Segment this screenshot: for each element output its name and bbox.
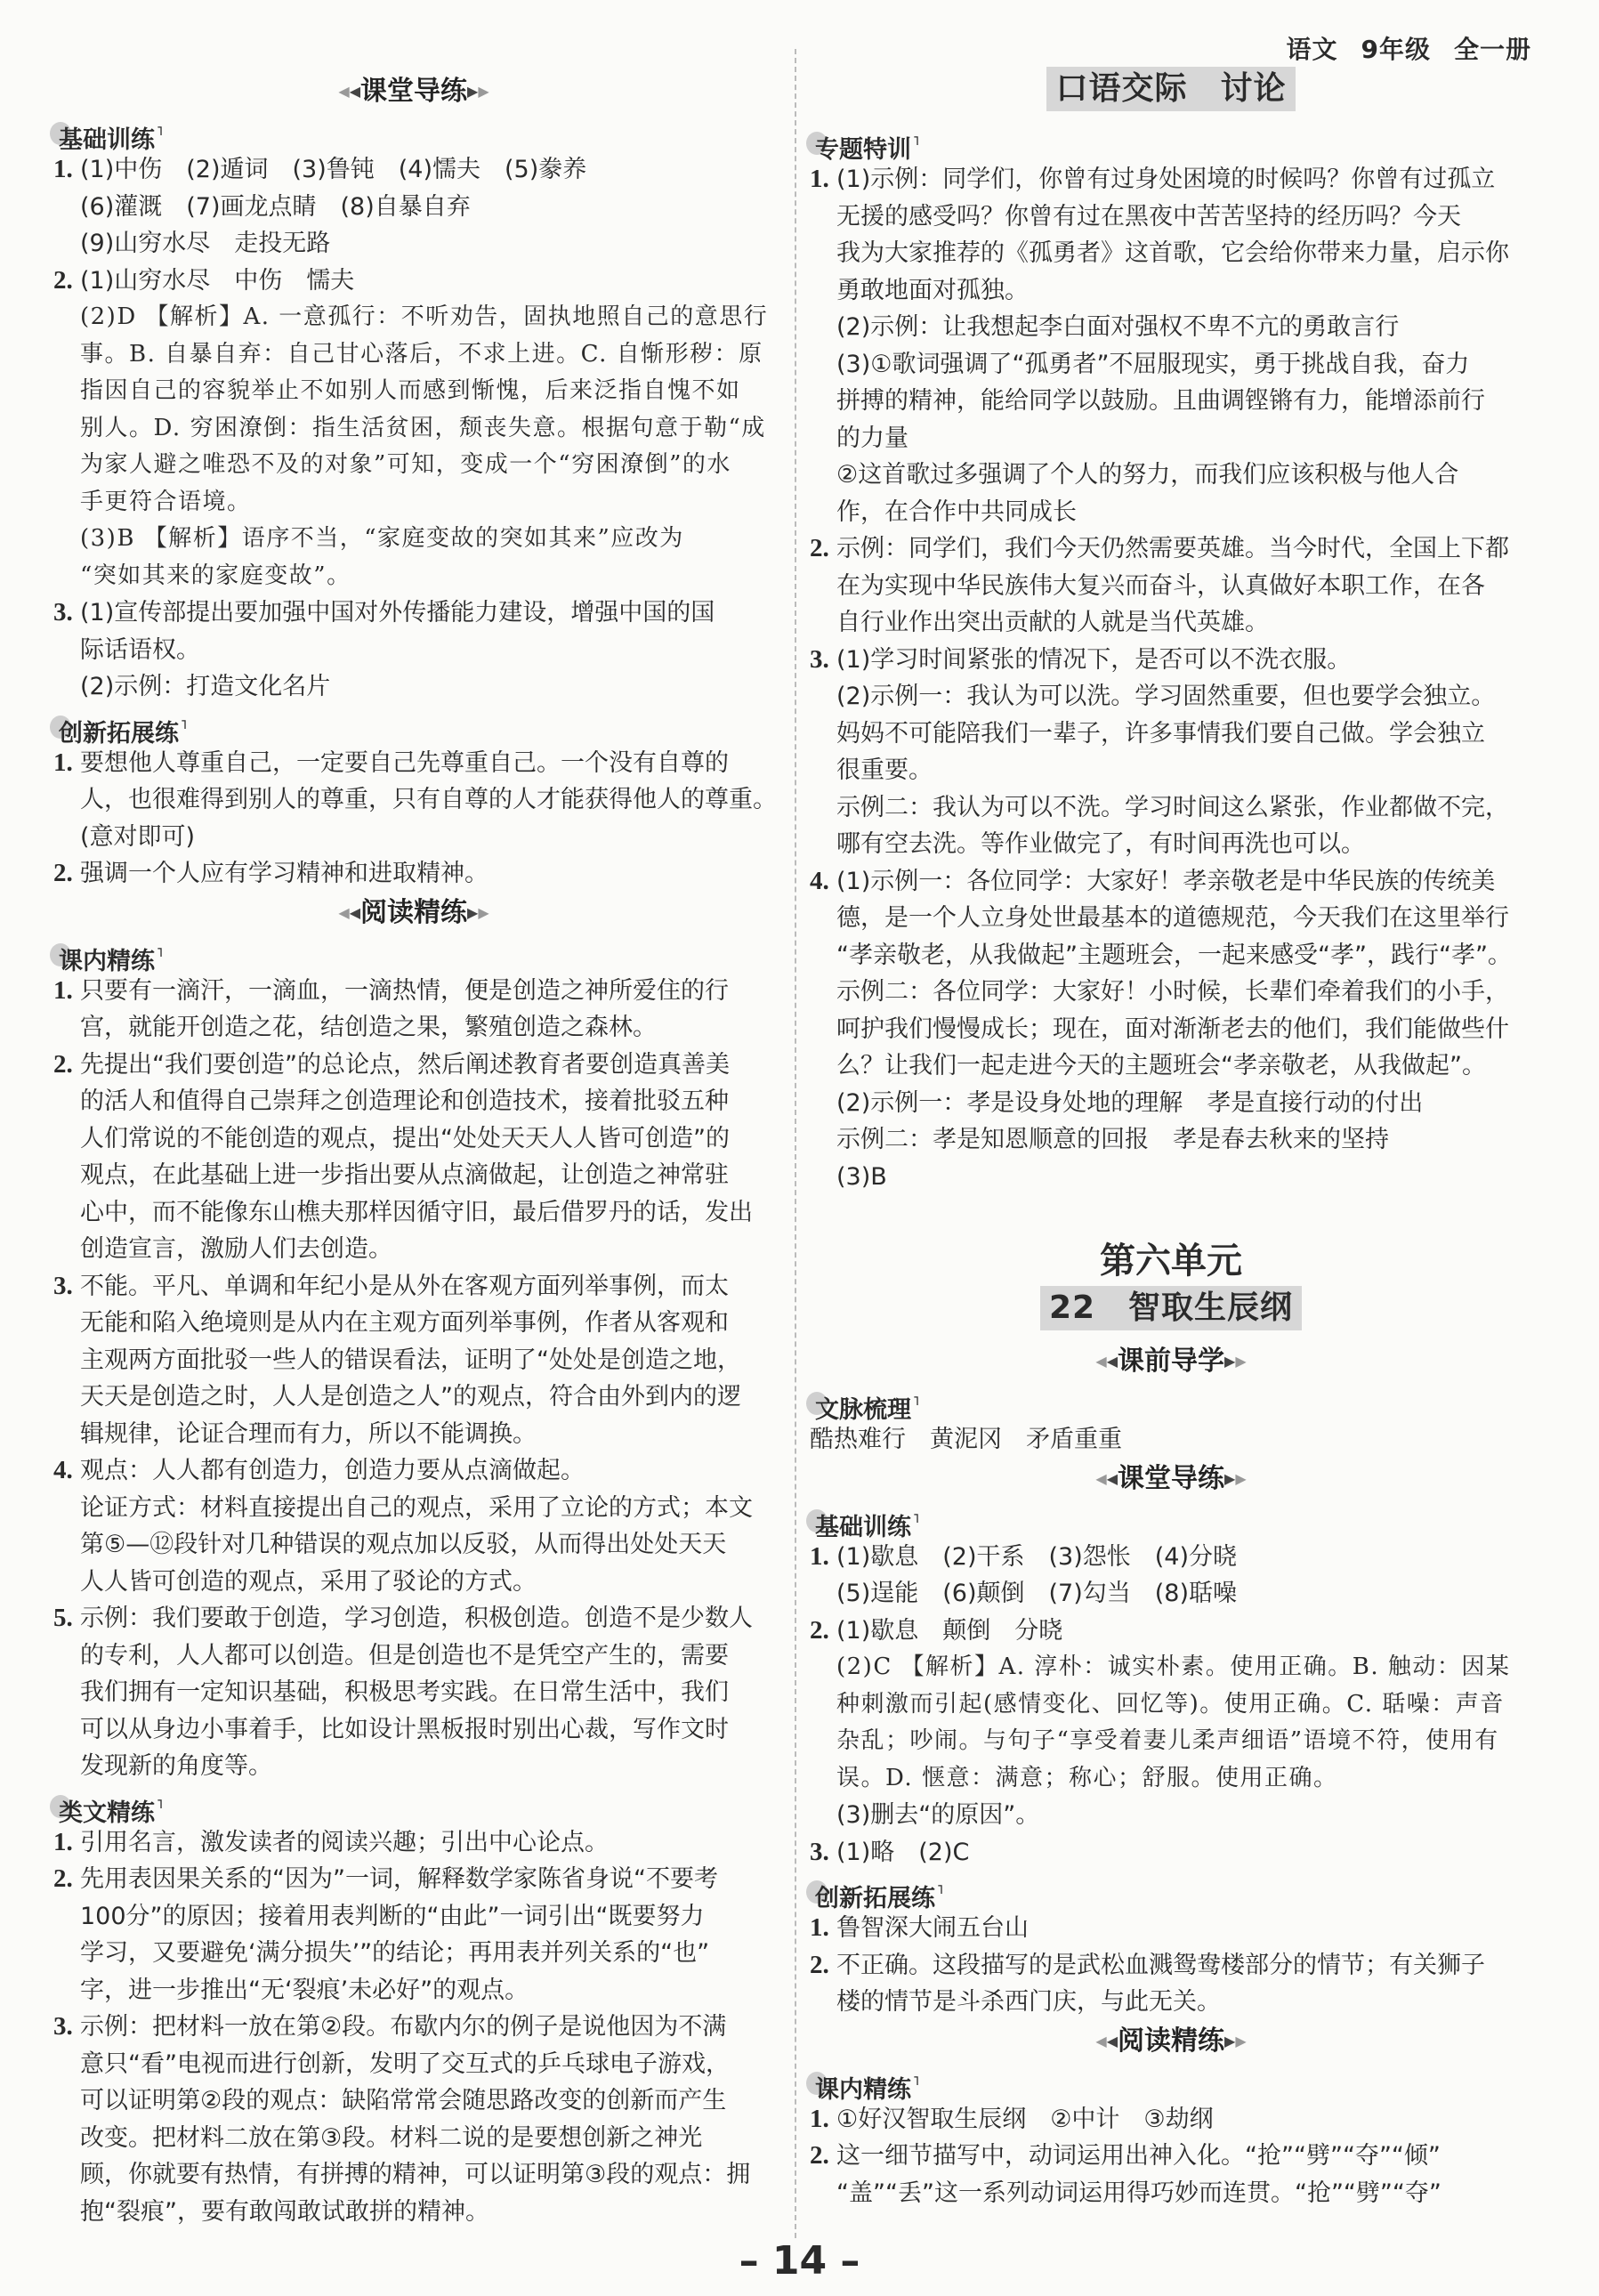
answer-line: (1)宣传部提出要加强中国对外传播能力建设，增强中国的国 [80,599,715,627]
answer-body [836,530,1532,642]
answer-line: (1)学习时间紧张的情况下，是否可以不洗衣服。 [836,645,1352,674]
answer-line: 发现新的角度等。 [80,1752,272,1780]
corner-mark-icon: ˥ [913,134,919,149]
double-left-arrow-icon: ◀ [338,903,350,921]
answer-line: (1)中伤 (2)遁词 (3)鲁钝 (4)懦夫 (5)豢养 [80,156,587,183]
answer-line: ②这首歌过多强调了个人的努力，而我们应该积极与他人合 [836,461,1459,489]
corner-mark-icon: ˥ [157,1797,163,1812]
answer-line: 强调一个人应有学习精神和进取精神。 [80,860,489,887]
answer-body [836,2101,1532,2138]
answer-line: 自行业作出突出贡献的人就是当代英雄。 [836,609,1269,636]
answer-body [836,2138,1532,2211]
answer-body [80,2009,774,2230]
banner-title: 阅读精练 [1118,2025,1224,2057]
section-banner [810,1341,1532,1382]
subsection-heading [53,706,774,748]
answer-body [836,1834,1532,1872]
answer-line: 很重要。 [836,756,933,784]
answer-line: 天天是创造之时，人人是创造之人”的观点，符合由外到内的逻 [80,1383,741,1411]
right-column [810,67,1532,2211]
analysis-line: 手更符合语境。 [80,488,252,515]
answer-body [80,1268,774,1453]
answer-line: ①好汉智取生辰纲 ②中计 ③劫纲 [836,2105,1214,2133]
double-right-arrow-icon: ▶ [478,903,489,921]
answer-line: 勇敢地面对孤独。 [836,276,1029,304]
header-subject: 语文 [1286,35,1338,64]
answer-line: 拼搏的精神，能给同学以鼓励。且曲调铿锵有力，能增添前行 [836,387,1485,415]
analysis-line: 杂乱；吵闹。与句子“享受着妻儿柔声细语”语境不符，使用有 [836,1727,1499,1754]
answer-line: 妈妈不可能陪我们一辈子，许多事情我们要自己做。学会独立 [836,719,1485,748]
analysis-line: 误。D. 惬意：满意；称心；舒服。使用正确。 [836,1764,1338,1791]
answer-line: 顾，你就要有热情，有拼搏的精神，可以证明第③段的观点：拥 [80,2161,751,2188]
corner-mark-icon: ˥ [913,1511,919,1526]
question-number: 3. [53,598,73,627]
analysis-line: (2)C 【解析】A. 淳朴：诚实朴素。使用正确。B. 触动：因某 [836,1653,1511,1680]
answer-line: 不能。平凡、单调和年纪小是从外在客观方面列举事例，而太 [80,1272,729,1300]
question-number: 1. [53,748,73,777]
analysis-line: (2)D 【解析】A. 一意孤行：不听劝告，固执地照自己的意思行 [80,303,769,330]
answer-line: 示例：把材料一放在第②段。布歇内尔的例子是说他因为不满 [80,2013,727,2041]
answer-line: 先提出“我们要创造”的总论点，然后阐述教育者要创造真善美 [80,1050,730,1079]
subsection-heading [810,1500,1532,1539]
answer-body [836,1539,1532,1613]
left-arrow-icon: ◀ [349,83,360,100]
answer-item [810,161,1532,530]
answer-line: 引用名言，激发读者的阅读兴趣；引出中心论点。 [80,1828,609,1856]
question-number: 2. [810,1950,829,1979]
subsection-title: 基础训练 [59,126,155,154]
answer-item [53,594,774,706]
double-left-arrow-icon: ◀ [1095,1469,1107,1487]
answer-item [53,1600,774,1785]
answer-body [80,745,777,856]
left-column [53,71,777,2230]
analysis-line: (3)B 【解析】语序不当，“家庭变故的突如其来”应改为 [80,525,684,552]
analysis-line: “突如其来的家庭变故”。 [80,562,351,589]
answer-line: 人，也很难得到别人的尊重，只有自尊的人才能获得他人的尊重。 [80,786,777,813]
subsection-heading [53,1785,774,1827]
answer-line: 么？让我们一起走进今天的主题班会“孝亲敬老，从我做起”。 [836,1052,1486,1079]
unit-title: 第六单元 [1100,1241,1242,1281]
answer-line: 可以证明第②段的观点：缺陷常常会随思路改变的创新而产生 [80,2087,727,2114]
answer-line: 观点：人人都有创造力，创造力要从点滴做起。 [80,1457,585,1484]
header-grade: 9年级 [1361,35,1431,64]
answer-line: 示例二：我认为可以不洗。学习时间这么紧张，作业都做不完， [836,793,1509,821]
answer-line: 德，是一个人立身处世最基本的道德规范，今天我们在这里举行 [836,904,1509,932]
subsection-title: 基础训练 [815,1513,911,1541]
question-number: 2. [53,265,73,295]
question-number: 2. [810,1615,829,1645]
double-left-arrow-icon: ◀ [338,83,350,100]
double-right-arrow-icon: ▶ [478,83,489,100]
answer-item [810,2101,1532,2138]
answer-item [53,973,774,1047]
answer-line: (1)示例：同学们，你曾有过身处困境的时候吗？你曾有过孤立 [836,166,1496,193]
answer-line: 楼的情节是斗杀西门庆，与此无关。 [836,1988,1221,2016]
answer-item [53,1824,774,1862]
left-arrow-icon: ◀ [349,903,360,921]
corner-mark-icon: ˥ [157,125,163,139]
answer-line: 在为实现中华民族伟大复兴而奋斗，认真做好本职工作，在各 [836,571,1485,600]
answer-line: 际话语权。 [80,635,200,664]
analysis-line: 指因自己的容貌举止不如别人而感到惭愧，后来泛指自愧不如 [80,377,741,404]
answer-line: 我们拥有一定知识基础，积极思考实践。在日常生活中，我们 [80,1678,729,1706]
answer-line: (1)歇息 (2)干系 (3)怨怅 (4)分晓 [836,1542,1237,1571]
answer-line: (1)略 (2)C [836,1838,970,1866]
left-arrow-icon: ◀ [1106,1353,1118,1370]
answer-body [836,642,1532,863]
question-number: 1. [810,2104,829,2133]
answer-body [80,263,774,595]
banner-title: 课前导学 [1118,1346,1224,1377]
double-left-arrow-icon: ◀ [1095,2032,1107,2049]
answer-line: 人们常说的不能创造的观点，提出“处处天天人人皆可创造”的 [80,1124,730,1152]
section-banner [53,893,774,934]
answer-line: 只要有一滴汗，一滴血，一滴热情，便是创造之神所爱住的行 [80,976,729,1005]
banner-title: 课堂导练 [1118,1462,1224,1494]
answer-line: (1)示例一：各位同学：大家好！孝亲敬老是中华民族的传统美 [836,867,1496,895]
answer-line: 100分”的原因；接着用表判断的“由此”一词引出“既要努力 [80,1902,705,1930]
answer-line: (1)山穷水尽 中伤 懦夫 [80,266,355,295]
corner-mark-icon: ˥ [913,2074,919,2089]
answer-item [53,2009,774,2230]
answer-line: 示例：同学们，我们今天仍然需要英雄。当今时代，全国上下都 [836,535,1509,562]
answer-line: 创造宣言，激励人们去创造。 [80,1235,392,1263]
answer-body [836,1910,1532,1947]
subsection-title: 创新拓展练 [59,719,179,748]
answer-line: 抱“裂痕”，要有敢闯敢试敢拼的精神。 [80,2197,489,2226]
double-right-arrow-icon: ▶ [1235,2032,1247,2049]
answer-line: 字，进一步推出“无‘裂痕’未必好”的观点。 [80,1976,529,2004]
question-number: 3. [810,1837,829,1866]
answer-line: (意对即可) [80,822,196,851]
answer-item [810,2138,1532,2211]
answer-line: 呵护我们慢慢成长；现在，面对渐渐老去的他们，我们能做些什 [836,1015,1509,1043]
question-number: 2. [53,859,73,887]
answer-line: “孝亲敬老，从我做起”主题班会，一起来感受“孝”，践行“孝”。 [836,941,1512,969]
corner-mark-icon: ˥ [181,717,187,732]
subsection-heading [810,122,1532,164]
answer-body [836,1613,1532,1834]
answer-item [810,1539,1532,1613]
double-right-arrow-icon: ▶ [1235,1469,1247,1487]
answer-line: 第⑤—⑫段针对几种错误的观点加以反驳，从而得出处处天天 [80,1531,727,1558]
question-number: 1. [810,165,829,193]
answer-item [810,1834,1532,1872]
answer-line: 改变。把材料二放在第③段。材料二说的是要想创新之神光 [80,2123,703,2152]
banner-title: 课堂导练 [360,76,467,107]
answer-line: 作，在合作中共同成长 [836,497,1077,526]
question-number: 1. [53,975,73,1005]
answer-item [53,1861,774,2009]
answer-body [80,1824,774,1862]
question-number: 3. [53,2012,73,2041]
answer-line: 我为大家推荐的《孤勇者》这首歌，它会给你带来力量，启示你 [836,239,1509,267]
answer-line: 示例二：各位同学：大家好！小时候，长辈们牵着我们的小手， [836,978,1509,1006]
right-arrow-icon: ▶ [1224,2032,1236,2049]
header-volume: 全一册 [1453,35,1531,64]
question-number: 2. [53,1864,73,1893]
lesson-title [810,67,1532,122]
answer-body [836,863,1532,1196]
corner-mark-icon: ˥ [937,1883,943,1897]
subsection-heading [810,2062,1532,2104]
left-arrow-icon: ◀ [1106,1469,1118,1487]
question-number: 5. [53,1604,73,1632]
answer-item [810,530,1532,642]
subsection-title: 类文精练 [59,1799,155,1827]
answer-line: “盖”“丢”这一系列动词运用得巧妙而连贯。“抢”“劈”“夺” [836,2179,1442,2207]
answer-line: 示例：我们要敢于创造，学习创造，积极创造。创造不是少数人 [80,1605,753,1632]
question-number: 2. [810,534,829,562]
answer-line: 示例二：孝是知恩顺意的回报 孝是春去秋来的坚持 [836,1126,1389,1153]
answer-line: 的专利，人人都可以创造。但是创造也不是凭空产生的，需要 [80,1641,729,1669]
subsection-title: 课内精练 [59,947,155,975]
answer-item [53,745,777,856]
question-number: 1. [810,1913,829,1942]
answer-item [53,151,774,263]
answer-body [80,594,774,706]
answer-line: 学习，又要避免‘满分损失’”的结论；再用表并列关系的“也” [80,1939,710,1967]
answer-line: 观点，在此基础上进一步指出要从点滴做起，让创造之神常驻 [80,1161,729,1189]
subsection-heading [810,1382,1532,1424]
answer-line: (3)删去“的原因”。 [836,1801,1040,1829]
banner-title: 阅读精练 [360,896,467,928]
section-banner [810,1459,1532,1500]
right-arrow-icon: ▶ [467,83,479,100]
answer-line: (3)B [836,1162,887,1191]
answer-item [810,863,1532,1196]
answer-line: 哪有空去洗。等作业做完了，有时间再洗也可以。 [836,830,1365,858]
answer-body [836,1947,1532,2021]
answer-item [53,1452,774,1600]
answer-line: (2)示例一：我认为可以洗。学习固然重要，但也要学会独立。 [836,683,1496,710]
answer-item [53,1268,774,1453]
answer-body [80,1047,774,1268]
question-number: 1. [53,1827,73,1856]
subsection-title: 文脉梳理 [815,1396,911,1424]
subsection-heading [810,1871,1532,1910]
book-header [1263,30,1531,66]
answer-item [810,1910,1532,1947]
lesson-title-text: 22 智取生辰纲 [1040,1286,1302,1330]
subsection-heading [53,112,774,154]
answer-line: 这一细节描写中，动词运用出神入化。“抢”“劈”“夺”“倾” [836,2142,1441,2170]
answer-body [80,1861,774,2009]
lesson-title-text: 口语交际 讨论 [1046,67,1295,111]
answer-body [80,151,774,263]
analysis-line: 为家人避之唯恐不及的对象”可知，变成一个“穷困潦倒”的水 [80,451,731,478]
answer-line: 可以从身边小事着手，比如设计黑板报时别出心裁，写作文时 [80,1715,729,1743]
answer-line: 鲁智深大闹五台山 [836,1914,1029,1942]
question-number: 1. [810,1541,829,1571]
answer-line: 人人皆可创造的观点，采用了驳论的方式。 [80,1567,537,1596]
answer-line: 主观两方面批驳一些人的错误看法，证明了“处处是创造之地， [80,1346,741,1374]
page-number: – 14 – [739,2238,860,2284]
question-number: 1. [53,155,73,183]
question-number: 4. [53,1456,73,1484]
answer-line: 不正确。这段描写的是武松血溅鸳鸯楼部分的情节；有关狮子 [836,1951,1485,1979]
answer-line: 无援的感受吗？你曾有过在黑夜中苦苦坚持的经历吗？今天 [836,202,1461,230]
answer-line: 要想他人尊重自己，一定要自己先尊重自己。一个没有自尊的 [80,748,729,777]
answer-line: 先用表因果关系的“因为”一词，解释数学家陈省身说“不要考 [80,1865,718,1893]
answer-item [810,1613,1532,1834]
answer-line: 辑规律，论证合理而有力，所以不能调换。 [80,1419,537,1448]
right-arrow-icon: ▶ [467,903,479,921]
answer-line: 心中，而不能像东山樵夫那样因循守旧，最后借罗丹的话，发出 [80,1198,753,1226]
lesson-title [810,1286,1532,1341]
answer-item [53,1047,774,1268]
question-number: 2. [53,1049,73,1079]
answer-line: (3)①歌词强调了“孤勇者”不屈服现实，勇于挑战自我，奋力 [836,350,1470,378]
answer-body [80,855,774,893]
subsection-heading [53,934,774,973]
answer-line: 论证方式：材料直接提出自己的观点，采用了立论的方式；本文 [80,1493,753,1522]
question-number: 2. [810,2141,829,2170]
column-divider [795,49,796,2238]
answer-line: (2)示例：打造文化名片 [80,673,331,700]
answer-line: 的力量 [836,424,909,452]
subsection-title: 课内精练 [815,2075,911,2104]
answer-item [810,1947,1532,2021]
answer-item [53,263,774,595]
answer-body [836,161,1532,530]
answer-line: 无能和陷入绝境则是从内在主观方面列举事例，作者从客观和 [80,1309,729,1337]
answer-line: (2)示例：让我想起李白面对强权不卑不亢的勇敢言行 [836,313,1400,341]
answer-line: 宫，就能开创造之花，结创造之果，繁殖创造之森林。 [80,1014,657,1041]
answer-line: (6)灌溉 (7)画龙点睛 (8)自暴自弃 [80,192,471,221]
answer-item [810,642,1532,863]
answer-line: 的活人和值得自己崇拜之创造理论和创造技术，接着批驳五种 [80,1087,729,1115]
question-number: 3. [810,644,829,674]
analysis-line: 事。B. 自暴自弃：自己甘心落后，不求上进。C. 自惭形秽：原 [80,340,763,368]
analysis-line: 种刺激而引起(感情变化、回忆等)。使用正确。C. 聒噪：声音 [836,1690,1505,1718]
answer-body [80,973,774,1047]
answer-line: 酷热难行 黄泥冈 矛盾重重 [810,1426,1122,1453]
answer-line: (9)山穷水尽 走投无路 [80,230,331,257]
answer-item [53,855,774,893]
section-banner [53,71,774,112]
double-right-arrow-icon: ▶ [1235,1353,1247,1370]
answer-body [80,1452,774,1600]
subsection-title: 创新拓展练 [815,1885,935,1912]
left-arrow-icon: ◀ [1106,2032,1118,2049]
right-arrow-icon: ▶ [1224,1353,1236,1370]
section-banner [810,2021,1532,2062]
question-number: 3. [53,1271,73,1300]
answer-body [80,1600,774,1785]
analysis-line: 别人。D. 穷困潦倒：指生活贫困，颓丧失意。根据句意于勒“成 [80,414,766,441]
question-number: 4. [810,866,829,895]
corner-mark-icon: ˥ [157,945,163,960]
corner-mark-icon: ˥ [913,1395,919,1409]
answer-line: (5)逞能 (6)颠倒 (7)勾当 (8)聒噪 [836,1580,1237,1607]
answer-line: (2)示例一：孝是设身处地的理解 孝是直接行动的付出 [836,1088,1424,1117]
double-left-arrow-icon: ◀ [1095,1353,1107,1370]
right-arrow-icon: ▶ [1224,1469,1236,1487]
answer-line: (1)歇息 颠倒 分晓 [836,1616,1063,1645]
subsection-title: 专题特训 [815,136,911,164]
answer-line: 意只“看”电视而进行创新，发明了交互式的乒乓球电子游戏， [80,2049,730,2078]
